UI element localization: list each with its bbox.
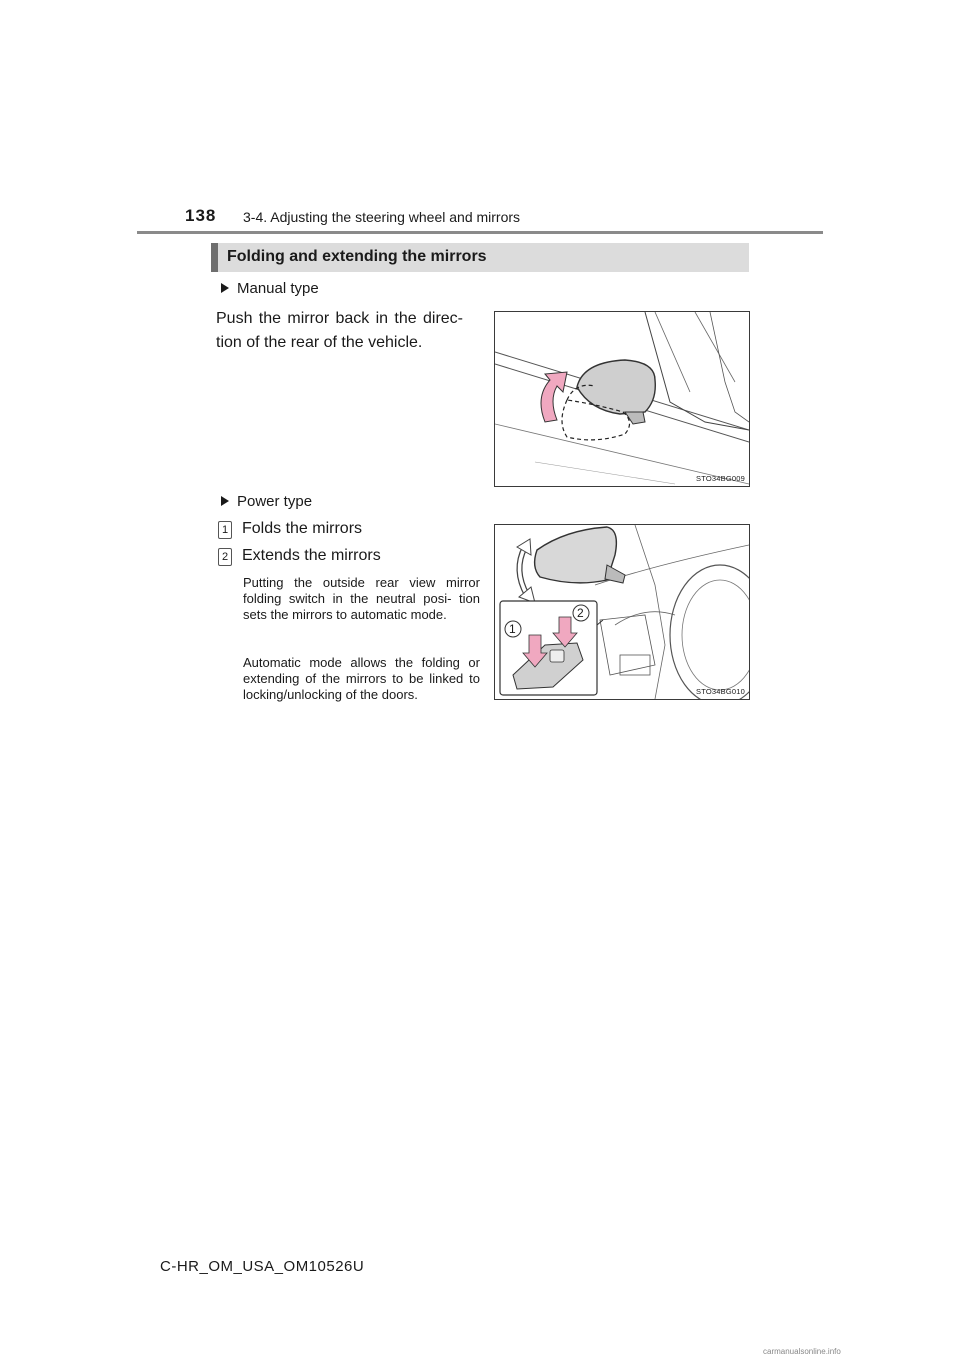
section-header: 3-4. Adjusting the steering wheel and mirrors: [243, 209, 521, 225]
page-number: 138: [185, 206, 217, 225]
power-mirror-illustration: [495, 525, 749, 699]
step-2: [218, 547, 381, 566]
power-type-label: Power type: [237, 493, 313, 510]
step-1: [218, 520, 362, 539]
manual-mirror-illustration: [495, 312, 749, 486]
triangle-bullet-icon: [221, 283, 229, 293]
document-id: C-HR_OM_USA_OM10526U: [160, 1258, 365, 1275]
manual-type-label: Manual type: [237, 280, 319, 297]
figure-code: STO34BG009: [696, 474, 745, 483]
power-type-heading: [221, 493, 312, 510]
title-accent: [211, 243, 218, 272]
callout-1: 1: [509, 622, 516, 636]
manual-type-heading: [221, 280, 319, 297]
step-2-text: Extends the mirrors: [242, 547, 381, 564]
watermark: carmanualsonline.info: [763, 1347, 841, 1356]
power-mirror-figure: [494, 524, 750, 700]
manual-instruction: Push the mirror back in the direc- tion of the rear of the vehicle.: [216, 310, 463, 351]
header-rule: [137, 231, 823, 234]
triangle-bullet-icon: [221, 496, 229, 506]
note-automatic-mode: Putting the outside rear view mirror folding switch in the neutral posi- tion sets the mirrors to automatic mode.: [243, 575, 480, 622]
figure-code: STO34BG010: [696, 687, 745, 696]
step-1-text: Folds the mirrors: [242, 520, 363, 537]
step-2-number: 2: [218, 548, 232, 566]
note-automatic-linking: Automatic mode allows the folding or extending of the mirrors to be linked to locking/unlocking of the doors.: [243, 655, 480, 702]
step-1-number: 1: [218, 521, 232, 539]
section-title: Folding and extending the mirrors: [227, 248, 487, 265]
section-title-bar: [211, 243, 749, 272]
callout-2: 2: [577, 606, 584, 620]
manual-mirror-figure: [494, 311, 750, 487]
